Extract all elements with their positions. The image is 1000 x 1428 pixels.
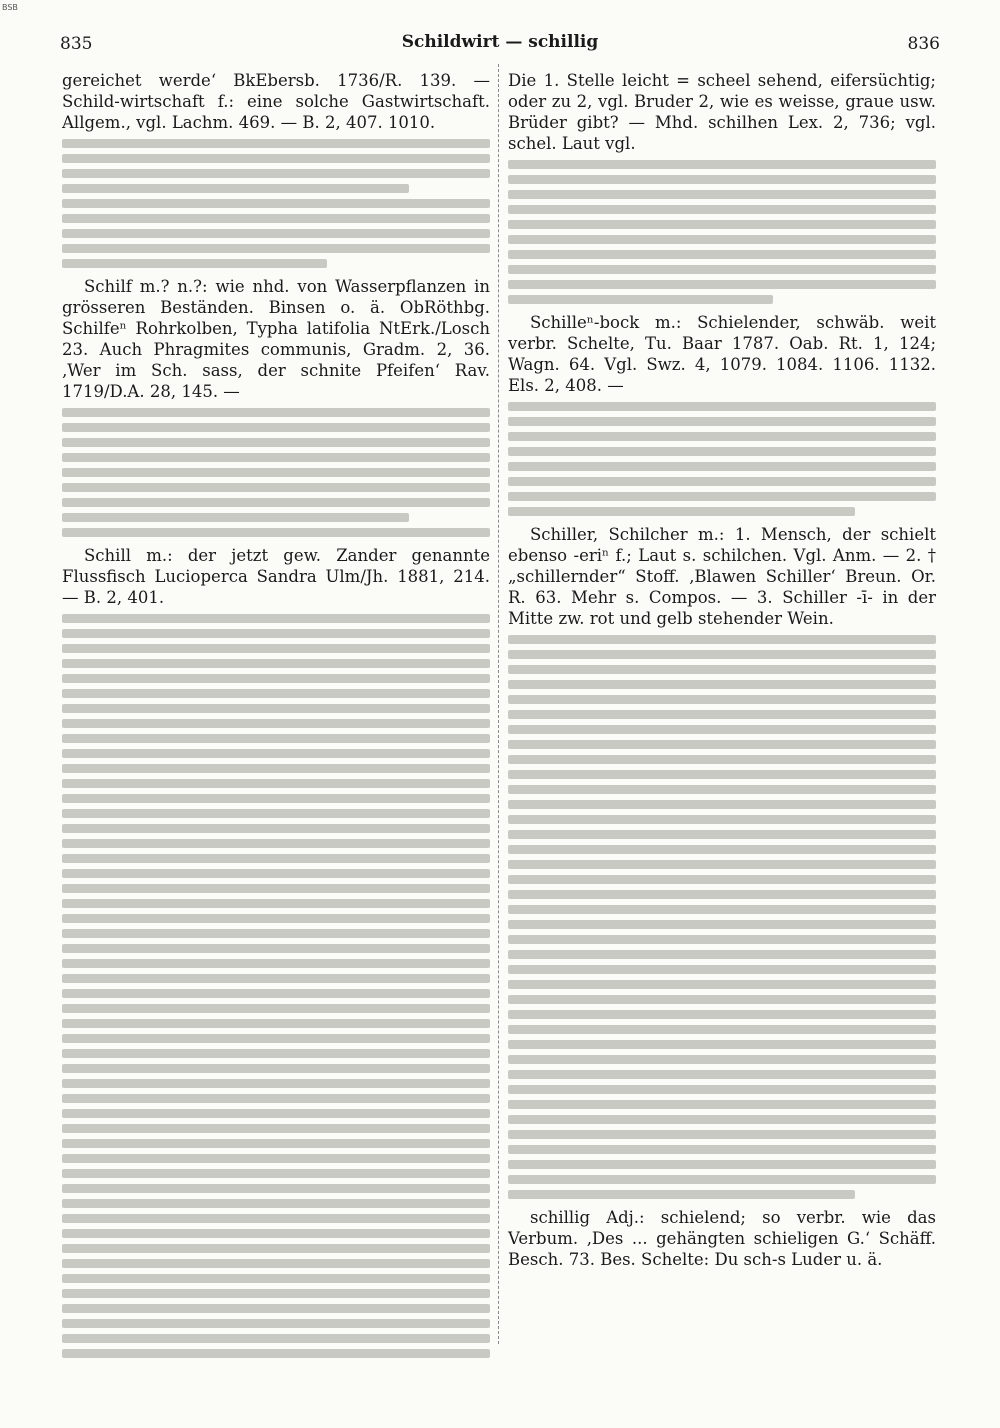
text-placeholder-3 [62,614,490,1358]
text-placeholder-2 [62,408,490,537]
entry-schiller: Schiller, Schilcher m.: 1. Mensch, der schielt ebenso -eriⁿ f.; Laut s. schilchen. Vgl. Anm. — 2. † „schillernder“ Stoff. ‚Blawen Schiller‘ Breun. Or. R. 63. Mehr s. Compos. — 3. Schiller -ī- in der Mitte zw. rot und gelb stehender Wein. [508,525,936,628]
text-placeholder-4 [508,160,936,304]
right-column [508,70,936,1273]
library-stamp: BSB [2,3,18,12]
text-placeholder-6 [508,635,936,1199]
entry-continuation: gereichet werde‘ BkEbersb. 1736/R. 139. — Schild-wirtschaft f.: eine solche Gastwirtschaft. Allgem., vgl. Lachm. 469. — B. 2, 407. 1010. [62,71,490,132]
entry-schill: Schill m.: der jetzt gew. Zander genannte Flussfisch Lucioperca Sandra Ulm/Jh. 1881, 214. — B. 2, 401. [62,546,490,607]
entry-continuation-right: Die 1. Stelle leicht = scheel sehend, eifersüchtig; oder zu 2, vgl. Bruder 2, wie es weisse, graue usw. Brüder gibt? — Mhd. schilhen Lex. 2, 736; vgl. schel. Laut vgl. [508,71,936,153]
page-number-left: 835 [60,34,93,54]
running-title: Schildwirt — schillig [401,32,599,52]
text-placeholder-1 [62,139,490,268]
entry-schillig: schillig Adj.: schielend; so verbr. wie das Verbum. ‚Des ... gehängten schieligen G.‘ Schäff. Besch. 73. Bes. Schelte: Du sch-s Luder u. ä. [508,1208,936,1269]
column-divider [498,64,499,1344]
page-number-right: 836 [907,34,940,54]
page-header [60,32,940,62]
entry-schilf: Schilf m.? n.?: wie nhd. von Wasserpflanzen in grösseren Beständen. Binsen o. ä. ObRöthbg. Schilfeⁿ Rohrkolben, Typha latifolia NtErk./Losch 23. Auch Phragmites communis, Gradm. 2, 36. ‚Wer im Sch. sass, der schnite Pfeifen‘ Rav. 1719/D.A. 28, 145. — [62,277,490,401]
entry-schillenbock: Schilleⁿ-bock m.: Schielender, schwäb. weit verbr. Schelte, Tu. Baar 1787. Oab. Rt. 1, 124; Wagn. 64. Vgl. Swz. 4, 1079. 1084. 1106. 1132. Els. 2, 408. — [508,313,936,395]
text-placeholder-5 [508,402,936,516]
left-column [62,70,490,1366]
